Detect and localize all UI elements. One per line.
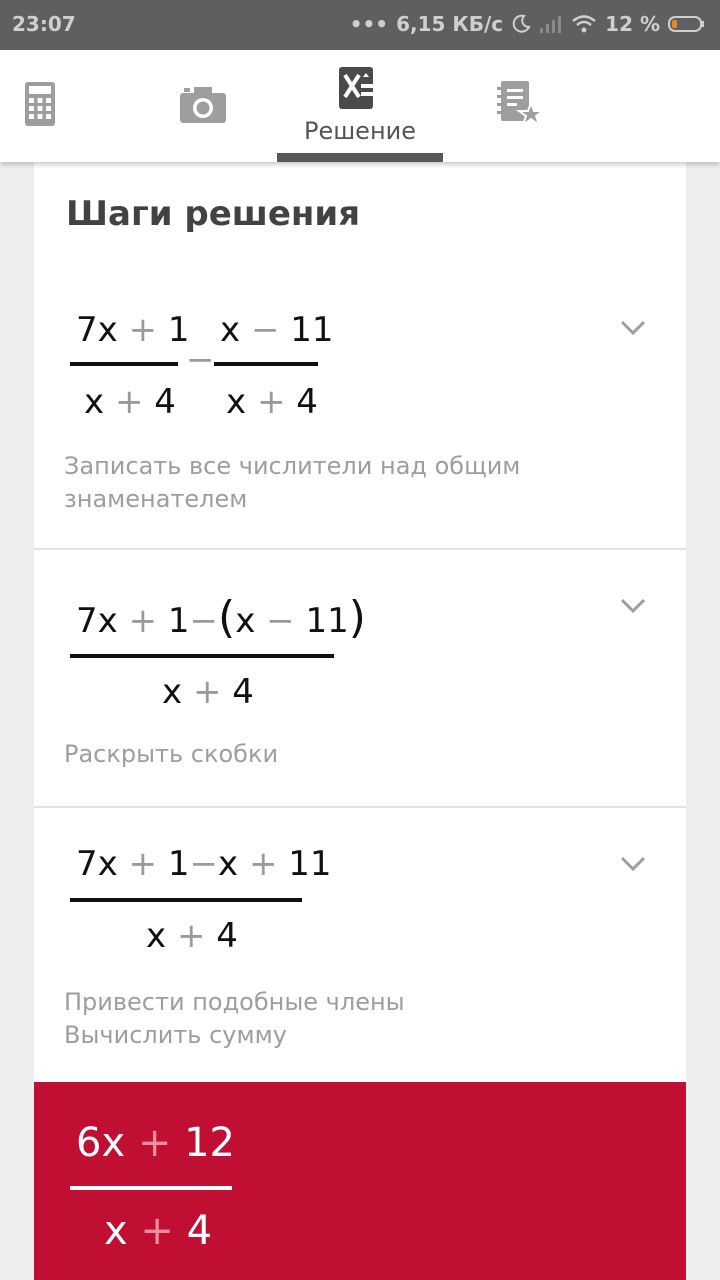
step-1-frac2-numerator: x − 11	[220, 310, 334, 350]
status-bar	[0, 0, 720, 50]
solution-title: Шаги решения	[66, 194, 361, 234]
active-tab-indicator	[277, 153, 443, 162]
step-2-description: Раскрыть скобки	[64, 740, 279, 768]
step-3-description: Привести подобные члены Вычислить сумму	[64, 988, 405, 1049]
step-3-denominator: x + 4	[146, 916, 238, 956]
step-1-frac2-denominator: x + 4	[226, 382, 318, 422]
step-1-frac2-bar	[214, 362, 318, 366]
tab-camera[interactable]	[160, 50, 246, 162]
camera-icon	[180, 85, 226, 127]
chevron-down-icon[interactable]	[620, 856, 646, 872]
network-speed: 6,15 КБ/с	[396, 12, 504, 36]
step-3-numerator: 7x + 1−x + 11	[76, 844, 332, 884]
tab-saved[interactable]	[478, 50, 564, 162]
status-right	[350, 12, 706, 36]
more-dots: •••	[349, 12, 389, 36]
solution-step-1[interactable]	[34, 272, 686, 550]
battery-icon	[668, 14, 706, 34]
signal-icon	[539, 14, 563, 34]
moon-icon	[511, 14, 531, 34]
step-1-frac1-bar	[70, 362, 178, 366]
result-panel	[34, 1082, 686, 1280]
wifi-icon	[571, 14, 597, 34]
calculator-icon	[25, 82, 55, 130]
top-toolbar	[0, 50, 720, 162]
step-1-description: Записать все числители над общим знаменателем	[64, 452, 521, 513]
step-3-bar	[70, 898, 302, 902]
step-2-denominator: x + 4	[162, 672, 254, 712]
result-bar	[70, 1186, 232, 1190]
tab-calculator[interactable]	[0, 50, 80, 162]
step-2-numerator: 7x + 1−(x − 11)	[76, 592, 366, 643]
solution-icon	[339, 67, 381, 113]
tab-solution[interactable]	[277, 50, 443, 162]
solution-card	[34, 162, 686, 1280]
tab-solution-label: Решение	[303, 117, 417, 145]
chevron-down-icon[interactable]	[620, 598, 646, 614]
step-1-frac1-numerator: 7x + 1	[76, 310, 190, 350]
chevron-down-icon[interactable]	[620, 320, 646, 336]
saved-notes-icon	[497, 81, 545, 131]
step-1-frac1-denominator: x + 4	[84, 382, 176, 422]
result-numerator: 6x + 12	[76, 1120, 235, 1166]
result-denominator: x + 4	[104, 1208, 213, 1254]
step-1-operator: −	[186, 340, 215, 380]
solution-step-2[interactable]	[34, 550, 686, 808]
step-2-bar	[70, 654, 334, 658]
status-time: 23:07	[12, 12, 76, 36]
battery-percent: 12 %	[605, 12, 660, 36]
solution-step-3[interactable]	[34, 808, 686, 1082]
